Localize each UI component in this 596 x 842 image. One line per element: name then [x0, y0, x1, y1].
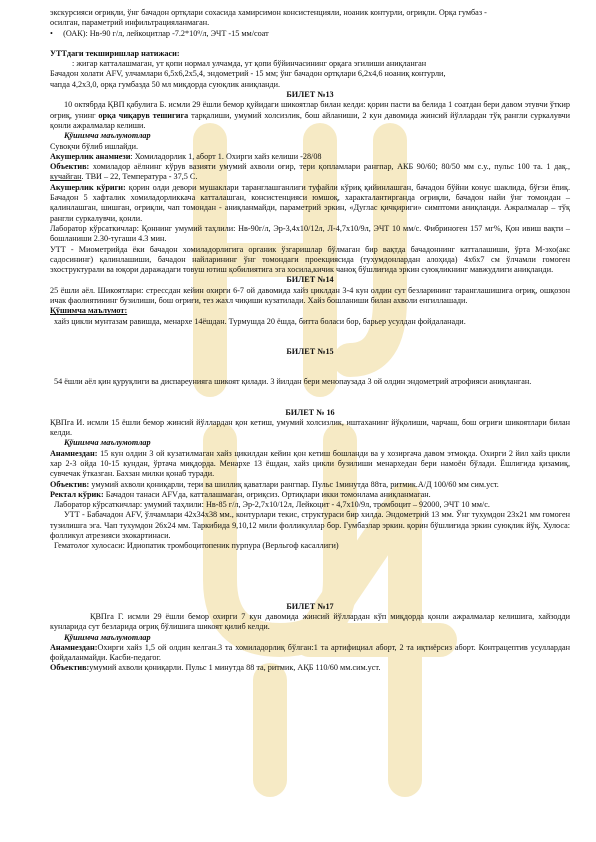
- ticket-16-anamnesis: Анамнездан: 15 кун олдин 3 ой кузатилмаган хайз цикилдан кейин қон кетиш бошланди ва у хозиргача давом этмоқда. Охирги 2 йил хайз цикли хар 2-3 ойда 10-15 кундан, ўртача миқдорда. Менархе 13 ёшдан, хайз цикли бузилиши менархедан бери намоён бўлади. Ёшлигида қизамиқ, сувчечак ўтказган. Бахзан милки қонаб туради.: [50, 448, 570, 479]
- ticket-13-anamnesis: Акушерлик анамнези: Хомиладорлик 1, аборт 1. Охирги хайз келиши -28/08: [50, 151, 322, 161]
- results-line-3: чапда 4,2х3,0, орқа гумбазда 50 мл миқдорда суюқлик аниқланди.: [50, 79, 281, 89]
- ticket-13-lab: Лаборатор кўрсаткичлар: Қоннинг умумий таҳлили: Нв-90г/л, Эр-3,4х10/12л, Л-4,7х10/9л, ЭЧТ 10 мм/с. Фибриноген 157 мг%, Қон ивиш вақти –бошланиши 2.30-тугаши 4.3 мин.: [50, 223, 570, 244]
- ticket-13-occupation: Сувоқчи бўлиб ишлайди.: [50, 141, 139, 151]
- bullet-icon: •: [50, 28, 53, 38]
- ticket-14-title: БИЛЕТ №14: [286, 275, 334, 285]
- ticket-13-complaint: 10 октябрда ҚВП қабулига Б. исмли 29 ёшли бемор қуйидаги шикоятлар билан келди: қорин пасти ва белида 1 соатдан бери давом этувчи ўткир оғриқ, унинг орқа чиқарув тешигига тарқалиши, умумий холсизлик, бош айланиши, 2 кун давомида жинсий йўллардан тўқ рангли суркалувчи қонли ажралмалар келиши.: [50, 100, 570, 130]
- ticket-17-title: БИЛЕТ №17: [286, 601, 334, 611]
- results-line-1: : жигар катталашмаган, ут қопи нормал улчамда, ут қопи бўйинчасининг орқага эгилиши аниқланган: [72, 59, 427, 69]
- intro-line-1: экскурсияси оғриқли, ўнг бачадон ортқлари сохасида хамирсимон консистенцияли, ноаник контурли, оғриқли. Орқа гумбаз -: [50, 8, 487, 17]
- oak-results: (ОАК): Нв-90 г/л, лейкоцитлар -7.2*10⁹/л, ЭЧТ -15 мм/соат: [63, 28, 269, 38]
- ticket-16-complaint: ҚВПга И. исмли 15 ёшли бемор жинсий йўллардан қон кетиш, умумий холсизлик, иштаханинг йўқолиши, чарчаш, бош оғриғи шикоятлари билан келди.: [50, 417, 570, 438]
- ticket-16-lab: Лаборатор кўрсаткичлар: умумий таҳлили: Нв-85 г/л, Эр-2,7х10/12л, Лейкоцит - 4,7х10/9л, тромбоцит – 92000, ЭЧТ 10 мм/с.: [54, 500, 490, 510]
- ticket-16-objective: Объектив: умумий ахволи қониқарли, тери ва шиллиқ қаватлари рангпар. Пульс 1минутда 88та, ритмик.А/Д 100/60 мм сим.уст.: [50, 479, 499, 489]
- intro-line-2: осилган, параметрий инфильтрацияланмаган.: [50, 18, 210, 28]
- ticket-15-title: БИЛЕТ №15: [286, 346, 334, 356]
- ticket-14-complaint: 25 ёшли аёл. Шикоятлари: стрессдан кейин охирги 6-7 ой давомида хайз циклдан 3-4 кун олдин сут безларининг таранглашишига оғриқ, ошқозон ичак фаолиятининг бузилиши, бош оғриғи, тез жахл чиқиши кузатилади. Хайз бошланиши билан ахволи енгиллашади.: [50, 285, 570, 306]
- results-heading: УТТдаги текширишлар натижаси:: [50, 48, 180, 58]
- ticket-13-objective: Объектив: хомиладор аёлнинг кўрув вазияти умумий ахволи оғир, тери қопламлари рангпар, АКБ 90/60; 80/50 мм с.у., пульс 100 та. 1 дақ., кучайган. ТВИ – 22, Температура - 37,5 С.: [50, 162, 570, 182]
- ticket-14-extra-heading: Қўшимча маълумот:: [50, 306, 128, 316]
- ticket-17-anamnesis: Анамнездан:Охирги хайз 1,5 ой олдин келган.3 та хомиладорлиқ бўлган:1 та артифициал аборт, 2 та иқтиёрсиз аборт. Контрацептив усуллардан фойдаланмайди. Касби-педагог.: [50, 642, 570, 663]
- ticket-13-exam: Акушерлик кўриги: қорин олди девори мушаклари таранглашганлиги туфайли кўриқ қийинлашган, бачадон бўйни конус шаклида, бўғзи ёпиқ. Бачадон 5 хафталик хомиладорликкача катталашган, консистенцияси юмшоқ, характалантирганда оғриқли, бачадон найи ўнг томондан – қалинлашган, шишган, оғриқли, чап томондан - аниқланмайди, параметрий эркин, «Дуглас қичқириги» симптоми аниқланди. Ажралмалар – тўқ рангли суркалувчи, қонли.: [50, 182, 570, 223]
- ticket-16-hematologist: Гематолог хулосаси: Идиопатик тромбоцитопеник пурпура (Верльгоф касаллиги): [54, 541, 339, 551]
- results-line-2: Бачадон холати AFV, улчамлари 6,5х6,2х5,4, эндометрий - 15 мм; ўнг бачадон ортқлари 6,2х4,6 ноаниқ контурли,: [50, 69, 446, 79]
- ticket-15-complaint: 54 ёшли аёл қин қуруқлиги ва диспареунияга шикоят қилади. 3 йилдан бери менопаузада 3 ой олдин эндометрий атрофияси аниқланган.: [54, 377, 532, 387]
- ticket-14-extra: хайз цикли мунтазам равишда, менархе 14ёшдан. Турмушда 20 ёшда, битта боласи бор, барьер усулдан фойдаланади.: [54, 316, 466, 326]
- ticket-16-title: БИЛЕТ № 16: [285, 407, 335, 417]
- ticket-13-extra-heading: Қўшимча маълумотлар: [64, 131, 151, 141]
- ticket-16-extra-heading: Қўшимча маълумотлар: [64, 438, 151, 448]
- intro-bullet-line: [50, 29, 570, 39]
- ticket-16-ultrasound: УТТ - Бабачадон AFV, ўлчамлари 42х34х38 мм., контурлари текис, структураси бир хилда. Эндометрий 13 мм. Ўнг тухумдон 23х21 мм гомоген тузилишга эга. Чап тухумдон 26х24 мм. Таркибида 9,10,12 мили фолликуллар бор. Гумбазлар эркин. қорин бўшлиғида эркин суюқлик йўқ. Хулоса: фолликул атрезияси эхокартинаси.: [50, 510, 570, 541]
- ticket-17-objective: Объектив:умумий ахволи қониқарли. Пульс 1 минутда 88 та, ритмик, АҚБ 110/60 мм.сим.уст.: [50, 663, 381, 673]
- ticket-13-ultrasound: УТТ - Миометрийда ёки бачадон хомиладорлигига органик ўзгаришлар бўлмаган бир вақтда бачадоннинг катталашиши, ўрта М-эхо(акс садосининг) қалинлашиши, бачадон найларининг ўнг томондаги проекциясида (тухумдонлардан алоҳида) 4х6х7 см ўлчамли гомоген эхоструктурали ва юқори даражадаги товуш ютиш қобилиятига эга хосила,кичик чаноқ бўшлиғида эркин суюқликнинг мавжудлиги аниқланди.: [50, 244, 570, 275]
- ticket-17-extra-heading: Қўшимча маълумотлар: [64, 632, 151, 642]
- ticket-17-complaint: ҚВПга Г. исмли 29 ёшли бемор охирги 7 кун давомида жинсий йўллардан кўп миқдорда қонли ажралмалар келишига, хайзодди кунларида сут безларида оғриқ бўлишига шикоят қилиб келди.: [50, 611, 570, 632]
- document-body: [50, 8, 570, 674]
- ticket-13-title: БИЛЕТ №13: [286, 90, 334, 100]
- ticket-16-rectal: Ректал кўрик: Бачадон танаси AFVда, катталашмаган, оғриқсиз. Ортиқлари икки томонлама аниқланмаган.: [50, 489, 431, 499]
